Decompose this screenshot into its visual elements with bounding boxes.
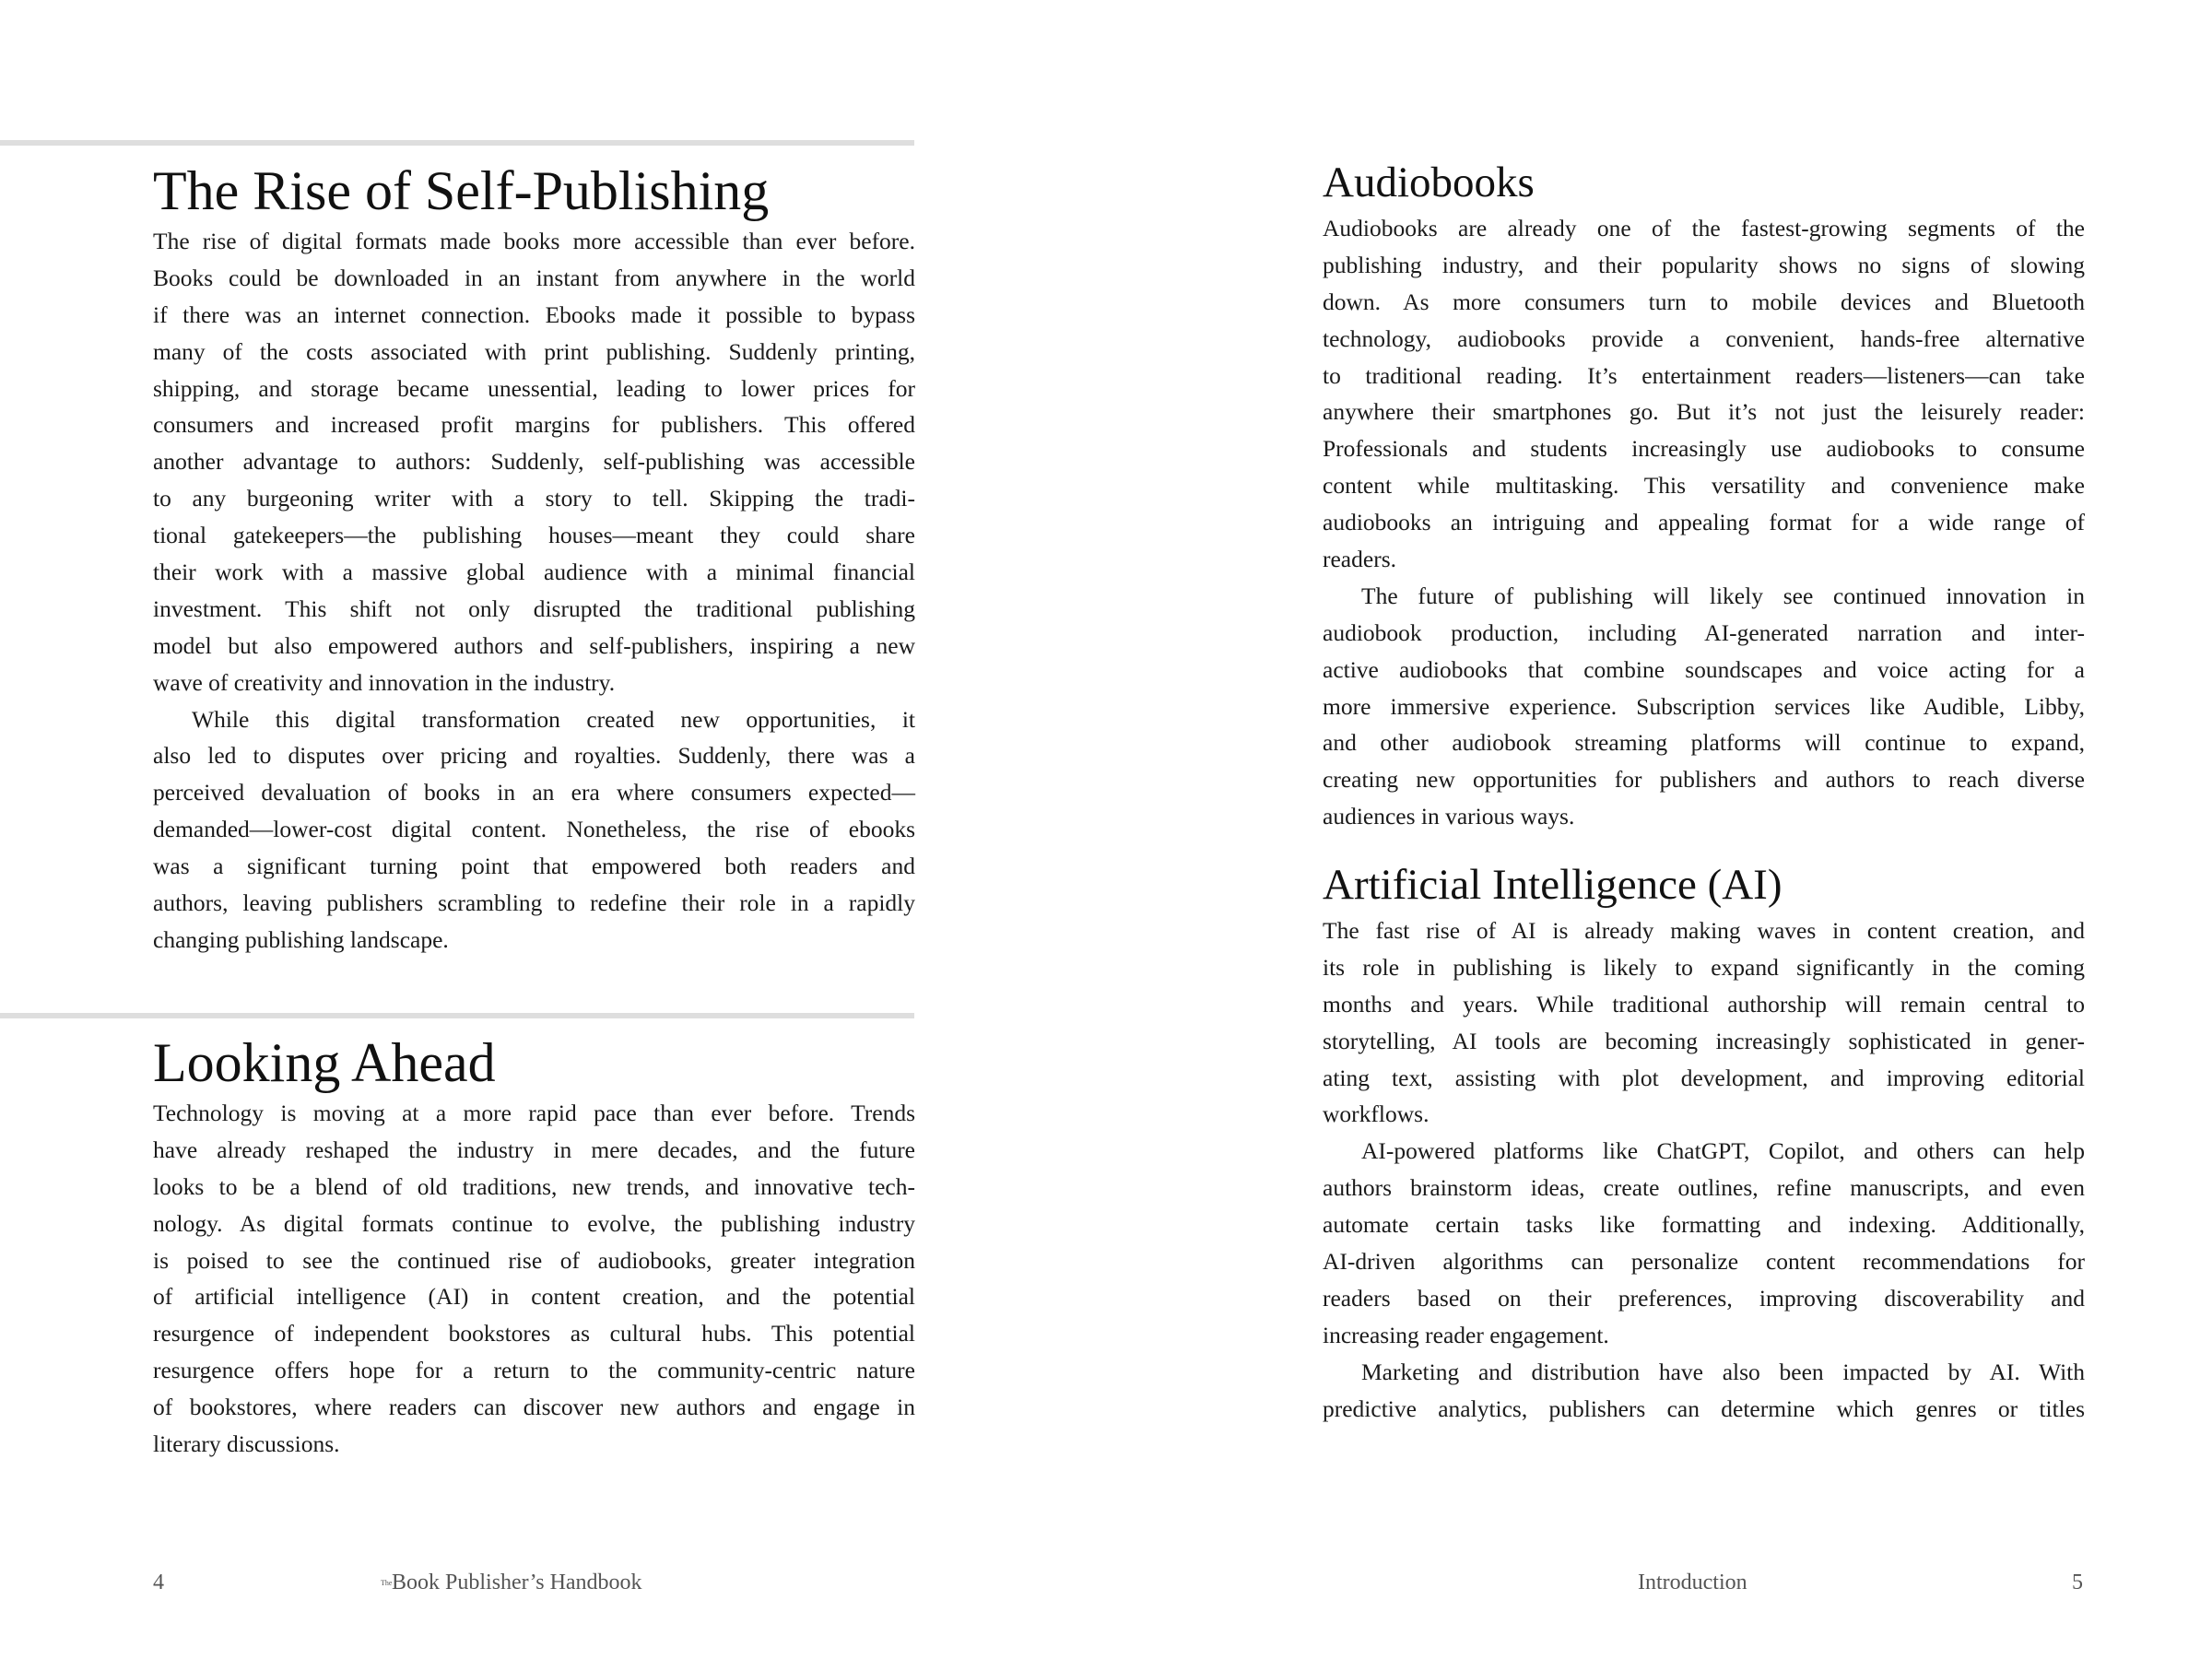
text-line: of artificial intelligence (AI) in content creation, and the potential — [153, 1283, 915, 1311]
text-line: readers. — [1323, 546, 1396, 573]
text-line: ating text, assisting with plot development, and improving editorial — [1323, 1064, 2085, 1091]
running-title-text: Book Publisher’s Handbook — [392, 1571, 642, 1594]
section-heading: Looking Ahead — [153, 1032, 496, 1093]
text-line: audiences in various ways. — [1323, 803, 1575, 830]
text-line: also led to disputes over pricing and royalties. Suddenly, there was a — [153, 742, 915, 770]
text-line: Professionals and students increasingly use audiobooks to consume — [1323, 435, 2085, 463]
text-line: looks to be a blend of old traditions, new trends, and innovative tech- — [153, 1172, 915, 1200]
text-line: The fast rise of AI is already making waves in content creation, and — [1323, 917, 2085, 944]
text-line: authors, leaving publishers scrambling to redefine their role in a rapidly — [153, 889, 915, 917]
section-rule — [0, 140, 914, 146]
text-line: consumers and increased profit margins for publishers. This offered — [153, 411, 915, 439]
paragraph — [1323, 210, 2085, 578]
section-heading: The Rise of Self-Publishing — [153, 160, 770, 221]
text-line: AI-driven algorithms can personalize content recommendations for — [1323, 1248, 2085, 1276]
section-heading: Artificial Intelligence (AI) — [1323, 861, 1783, 909]
paragraph — [153, 1095, 915, 1463]
text-line: down. As more consumers turn to mobile devices and Bluetooth — [1323, 288, 2085, 315]
text-line: tional gatekeepers—the publishing houses—meant they could share — [153, 522, 915, 549]
page-number-left: 4 — [153, 1571, 164, 1594]
text-line: shipping, and storage became unessential, leading to lower prices for — [153, 374, 915, 402]
section-rule — [0, 1013, 914, 1018]
text-line: literary discussions. — [153, 1430, 340, 1458]
text-line: to traditional reading. It’s entertainment readers—listeners—can take — [1323, 361, 2085, 389]
running-title-small: The — [381, 1579, 393, 1588]
section-audiobooks — [1323, 157, 2085, 835]
text-line: Books could be downloaded in an instant from anywhere in the world — [153, 264, 915, 291]
text-line: audiobooks an intriguing and appealing format for a wide range of — [1323, 509, 2085, 536]
text-line: to any burgeoning writer with a story to tell. Skipping the tradi- — [153, 485, 915, 512]
section-rise-of-self-publishing — [153, 159, 915, 959]
section-heading: Audiobooks — [1323, 159, 1535, 206]
paragraph — [153, 223, 915, 701]
text-line: technology, audiobooks provide a convenient, hands-free alternative — [1323, 324, 2085, 352]
text-line: have already reshaped the industry in mere decades, and the future — [153, 1135, 915, 1163]
text-line: automate certain tasks like formatting and indexing. Additionally, — [1323, 1211, 2085, 1239]
text-line: months and years. While traditional authorship will remain central to — [1323, 990, 2085, 1018]
text-line: authors brainstorm ideas, create outlines, refine manuscripts, and even — [1323, 1174, 2085, 1202]
text-line: more immersive experience. Subscription services like Audible, Libby, — [1323, 692, 2085, 720]
text-line: perceived devaluation of books in an era where consumers expected— — [153, 779, 915, 806]
paragraph — [153, 701, 915, 959]
text-line: content while multitasking. This versatility and convenience make — [1323, 472, 2085, 500]
text-line: The rise of digital formats made books more accessible than ever before. — [153, 228, 915, 254]
text-line: readers based on their preferences, improving discoverability and — [1323, 1284, 2085, 1312]
text-line: and other audiobook streaming platforms will continue to expand, — [1323, 729, 2085, 757]
text-line: their work with a massive global audience with a minimal financial — [153, 559, 915, 586]
text-line: The future of publishing will likely see continued innovation in — [1361, 582, 2085, 609]
text-line: creating new opportunities for publishers and authors to reach diverse — [1323, 766, 2085, 794]
paragraph — [1323, 912, 2085, 1133]
paragraph — [1323, 578, 2085, 835]
running-title — [381, 1571, 642, 1595]
text-line: predictive analytics, publishers can determine which genres or titles — [1323, 1394, 2085, 1422]
text-line: active audiobooks that combine soundscapes and voice acting for a — [1323, 655, 2085, 683]
text-line: another advantage to authors: Suddenly, self-publishing was accessible — [153, 448, 915, 476]
text-line: increasing reader engagement. — [1323, 1321, 1609, 1348]
text-line: is poised to see the continued rise of audiobooks, greater integration — [153, 1246, 915, 1274]
text-line: resurgence offers hope for a return to the community-centric nature — [153, 1357, 915, 1384]
text-line: publishing industry, and their popularity shows no signs of slowing — [1323, 251, 2085, 278]
text-line: resurgence of independent bookstores as cultural hubs. This potential — [153, 1320, 915, 1347]
text-line: storytelling, AI tools are becoming increasingly sophisticated in gener- — [1323, 1027, 2085, 1054]
paragraph — [1323, 1354, 2085, 1428]
text-line: While this digital transformation created new opportunities, it — [192, 705, 915, 733]
text-line: Audiobooks are already one of the fastest-growing segments of the — [1323, 215, 2085, 241]
text-line: nology. As digital formats continue to evolve, the publishing industry — [153, 1209, 915, 1237]
text-line: changing publishing landscape. — [153, 925, 449, 953]
paragraph — [1323, 1133, 2085, 1353]
section-looking-ahead — [153, 1030, 915, 1463]
running-section-title: Introduction — [1638, 1571, 1747, 1594]
text-line: workflows. — [1323, 1100, 1430, 1128]
text-line: many of the costs associated with print publishing. Suddenly printing, — [153, 337, 915, 365]
text-line: investment. This shift not only disrupted the traditional publishing — [153, 594, 915, 622]
text-line: its role in publishing is likely to expand significantly in the coming — [1323, 953, 2085, 981]
text-line: AI-powered platforms like ChatGPT, Copilot, and others can help — [1361, 1137, 2085, 1165]
text-line: Marketing and distribution have also been impacted by AI. With — [1361, 1358, 2085, 1385]
text-line: model but also empowered authors and self-publishers, inspiring a new — [153, 631, 915, 659]
text-line: wave of creativity and innovation in the industry. — [153, 668, 616, 696]
text-line: demanded—lower-cost digital content. Nonetheless, the rise of ebooks — [153, 816, 915, 843]
text-line: of bookstores, where readers can discover new authors and engage in — [153, 1394, 915, 1421]
text-line: anywhere their smartphones go. But it’s not just the leisurely reader: — [1323, 398, 2085, 426]
text-line: was a significant turning point that empowered both readers and — [153, 853, 915, 880]
page-number-right: 5 — [2072, 1571, 2083, 1594]
text-line: Technology is moving at a more rapid pace than ever before. Trends — [153, 1100, 915, 1126]
text-line: if there was an internet connection. Ebooks made it possible to bypass — [153, 300, 915, 328]
section-artificial-intelligence — [1323, 859, 2085, 1427]
text-line: audiobook production, including AI-generated narration and inter- — [1323, 618, 2085, 646]
